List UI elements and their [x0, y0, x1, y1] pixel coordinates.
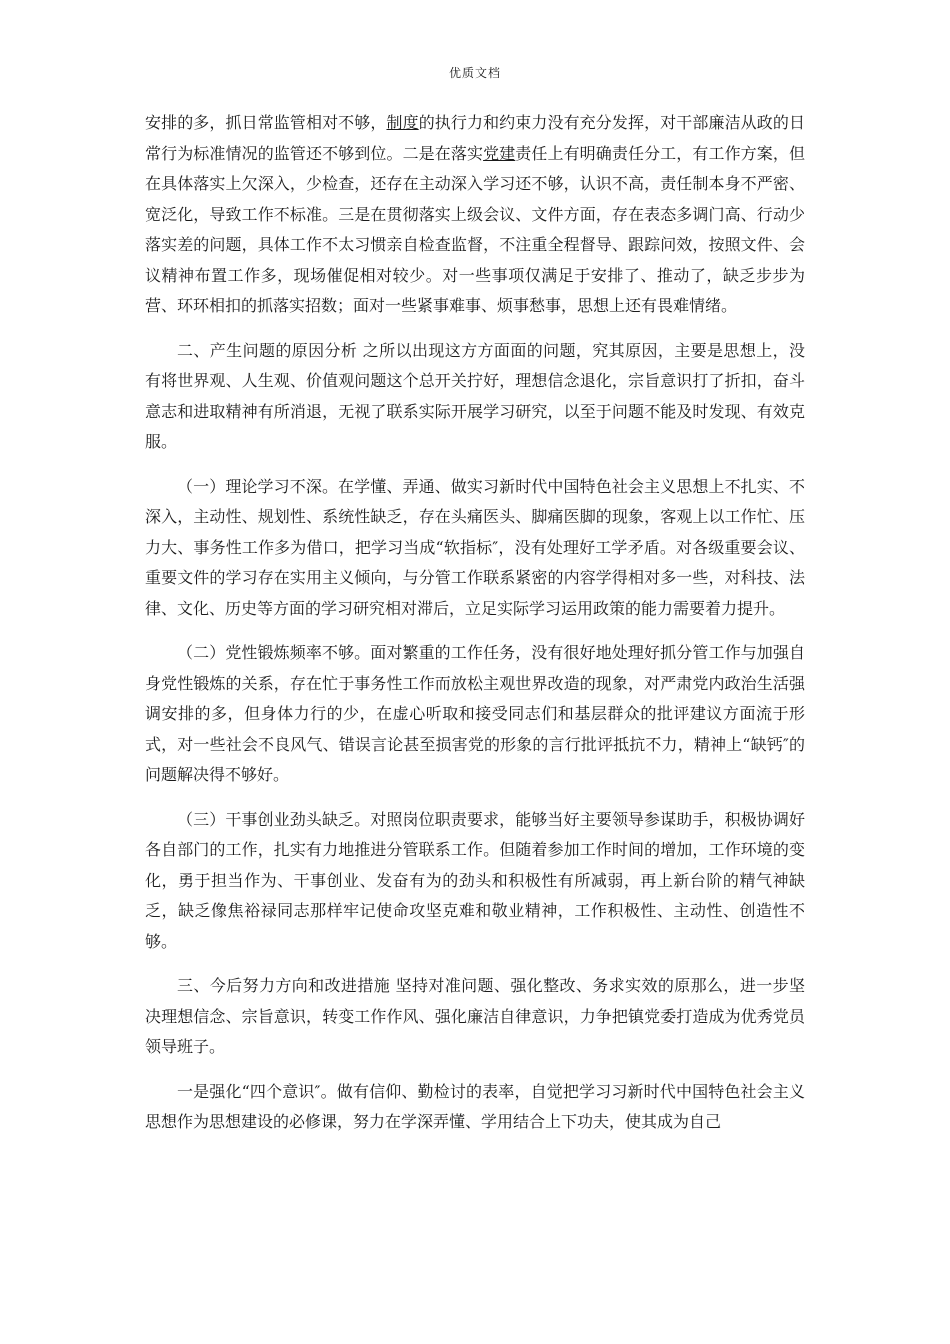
paragraph-text: 责任上有明确责任分工，有工作方案，但在具体落实上欠深入，少检查，还存在主动深入学习还不够，认识不高，责任制本身不严密、宽泛化，导致工作不标准。三是在贯彻落实上级会议、文件方面，存在表态多调门高、行动少落实差的问题，具体工作不太习惯亲自检查监督，不注重全程督导、跟踪问效，按照文件、会议精神布置工作多，现场催促相对较少。对一些事项仅满足于安排了、推动了，缺乏步步为营、环环相扣的抓落实招数；面对一些紧事难事、烦事愁事，思想上还有畏难情绪。 [145, 143, 805, 315]
paragraph-work-drive: （三）干事创业劲头缺乏。对照岗位职责要求，能够当好主要领导参谋助手，积极协调好各自部门的工作，扎实有力地推进分管联系工作。但随着参加工作时间的增加，工作环境的变化，勇于担当作为、干事创业、发奋有为的劲头和积极性有所减弱，再上新台阶的精气神缺乏，缺乏像焦裕禄同志那样牢记使命攻坚克难和敬业精神，工作积极性、主动性、创造性不够。 [145, 809, 805, 951]
underlined-term: 制度 [386, 113, 419, 132]
paragraph-four-consciousness: 一是强化“四个意识″。做有信仰、勤检讨的表率，自觉把学习习新时代中国特色社会主义思想作为思想建设的必修课，努力在学深弄懂、学用结合上下功夫，使其成为自己 [145, 1081, 805, 1131]
paragraph-party-spirit: （二）党性锻炼频率不够。面对繁重的工作任务，没有很好地处理好抓分管工作与加强自身党性锻炼的关系，存在忙于事务性工作而放松主观世界改造的现象，对严肃党内政治生活强调安排的多，但身体力行的少，在虚心听取和接受同志们和基层群众的批评建议方面流于形式，对一些社会不良风气、错误言论甚至损害党的形象的言行批评抵抗不力，精神上“缺钙″的问题解决得不够好。 [145, 643, 805, 784]
paragraph-theory-study: （一）理论学习不深。在学懂、弄通、做实习新时代中国特色社会主义思想上不扎实、不深入，主动性、规划性、系统性缺乏，存在头痛医头、脚痛医脚的现象，客观上以工作忙、压力大、事务性工作多为借口，把学习当成“软指标″，没有处理好工学矛盾。对各级重要会议、重要文件的学习存在实用主义倾向，与分管工作联系紧密的内容学得相对多一些，对科技、法律、文化、历史等方面的学习研究相对滞后，立足实际学习运用政策的能力需要着力提升。 [145, 476, 805, 618]
document-body [145, 108, 805, 1138]
section-heading-paragraph: 二、产生问题的原因分析 之所以出现这方方面面的问题，究其原因，主要是思想上，没有将世界观、人生观、价值观问题这个总开关拧好，理想信念退化，宗旨意识打了折扣，奋斗意志和进取精神有所消退，无视了联系实际开展学习研究，以至于问题不能及时发现、有效克服。 [145, 340, 805, 451]
paragraph-text: 的执行力和约束力没有充分发挥，对干部廉洁从政的日常行为标准情况的监管还不够到位。二是在落实 [145, 113, 805, 163]
section-heading-paragraph: 三、今后努力方向和改进措施 坚持对准问题、强化整改、务求实效的原那么，进一步坚决理想信念、宗旨意识，转变工作作风、强化廉洁自律意识，力争把镇党委打造成为优秀党员领导班子。 [145, 976, 805, 1056]
underlined-term: 党建 [483, 143, 516, 163]
page-header: 优质文档 [448, 66, 501, 80]
paragraph-continuation [145, 108, 805, 322]
paragraph-text: 安排的多，抓日常监管相对不够， [145, 113, 387, 132]
